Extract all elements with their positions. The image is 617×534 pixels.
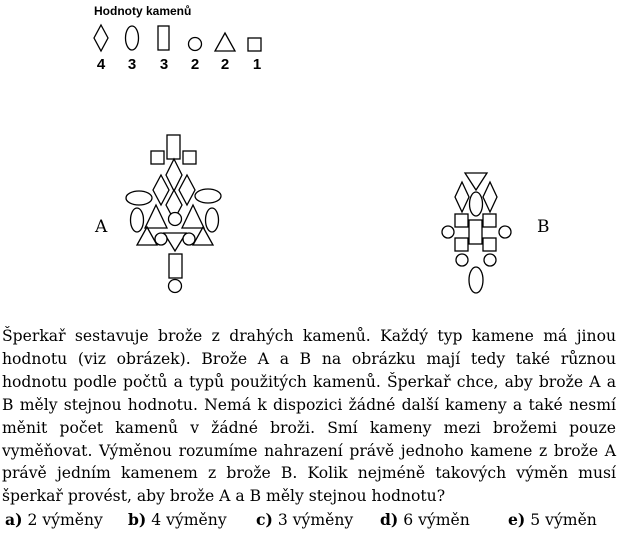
brooch-a-rectangle-stone bbox=[167, 135, 180, 159]
legend-value-triangle: 2 bbox=[220, 56, 230, 73]
legend-title: Hodnoty kamenů bbox=[94, 4, 192, 18]
brooch-a-ellipse-stone bbox=[126, 191, 152, 205]
answer-options bbox=[5, 510, 617, 534]
brooch-a-diamond-stone bbox=[153, 175, 169, 205]
answer-option-c[interactable] bbox=[256, 510, 353, 529]
answer-text: 4 výměny bbox=[151, 511, 227, 529]
brooch-a-circle-stone bbox=[155, 233, 167, 245]
legend-value-rectangle: 3 bbox=[159, 56, 169, 73]
brooch-b-square-stone bbox=[455, 238, 468, 251]
brooch-a-ellipse-stone bbox=[206, 208, 219, 232]
brooch-b-diamond-stone bbox=[455, 182, 469, 212]
brooch-a-triangle-stone bbox=[164, 233, 186, 251]
brooch-a-ellipse-stone bbox=[195, 189, 221, 203]
legend-value-diamond: 4 bbox=[96, 56, 106, 73]
brooch-a-rectangle-stone bbox=[169, 254, 182, 278]
brooch-b-square-stone bbox=[483, 238, 496, 251]
brooch-a-triangle-stone bbox=[182, 205, 204, 228]
brooch-a-circle-stone bbox=[169, 213, 182, 226]
legend-value-ellipse: 3 bbox=[127, 56, 137, 73]
legend-rectangle-icon bbox=[158, 26, 169, 50]
brooch-b-triangle-stone bbox=[465, 173, 487, 190]
brooch-a-circle-stone bbox=[169, 280, 182, 293]
answer-letter: b) bbox=[128, 510, 147, 529]
brooch-b-diamond-stone bbox=[483, 182, 497, 212]
answer-option-a[interactable] bbox=[5, 510, 103, 529]
answer-option-d[interactable] bbox=[380, 510, 470, 529]
legend-value-square: 1 bbox=[252, 56, 262, 73]
brooch-a-label: A bbox=[95, 217, 108, 237]
answer-text: 5 výměn bbox=[530, 511, 597, 529]
answer-text: 3 výměny bbox=[277, 511, 354, 529]
answer-letter: c) bbox=[256, 510, 273, 529]
brooch-b-square-stone bbox=[455, 214, 468, 227]
legend-diamond-icon bbox=[94, 25, 108, 51]
legend-ellipse-icon bbox=[126, 26, 139, 50]
brooch-b-rectangle-stone bbox=[469, 220, 482, 244]
brooch-a-diamond-stone bbox=[166, 159, 182, 191]
brooch-b bbox=[442, 173, 511, 293]
brooch-b-circle-stone bbox=[484, 254, 496, 266]
brooch-b-square-stone bbox=[483, 214, 496, 227]
brooch-b-ellipse-stone bbox=[470, 192, 483, 216]
brooch-a bbox=[126, 135, 221, 293]
answer-option-b[interactable] bbox=[128, 510, 227, 529]
brooch-b-label: B bbox=[537, 217, 550, 237]
answer-letter: e) bbox=[508, 510, 526, 529]
answer-text: 2 výměny bbox=[27, 511, 103, 529]
problem-text: Šperkař sestavuje brože z drahých kamenů. Každý typ kamene má jinou hodnotu (viz obrázek). Brože A a B na obrázku mají tedy také různou hodnotu podle počtů a typů použitých kamenů. Šperkař chce, aby brože A a B měly stejnou hodnotu. Nemá k dispozici žádné další kameny a také nesmí měnit počet kamenů v žádné broži. Smí kameny mezi brožemi pouze vyměňovat. Výměnou rozumíme nahrazení právě jednoho kamene z brože A právě jedním kamenem z brože B. Kolik nejméně takových výměn musí šperkař provést, aby brože A a B měly stejnou hodnotu? bbox=[2, 327, 616, 506]
answer-letter: d) bbox=[380, 510, 399, 529]
brooch-a-diamond-stone bbox=[179, 175, 195, 205]
answer-option-e[interactable] bbox=[508, 510, 597, 529]
brooch-b-circle-stone bbox=[499, 226, 511, 238]
brooch-a-triangle-stone bbox=[145, 205, 167, 228]
answer-letter: a) bbox=[5, 510, 23, 529]
brooch-b-circle-stone bbox=[456, 254, 468, 266]
brooch-a-square-stone bbox=[183, 151, 196, 164]
brooch-a-square-stone bbox=[151, 151, 164, 164]
legend-square-icon bbox=[248, 38, 261, 51]
brooch-a-circle-stone bbox=[183, 233, 195, 245]
brooch-b-ellipse-stone bbox=[469, 267, 483, 293]
legend bbox=[94, 25, 261, 73]
legend-circle-icon bbox=[189, 38, 202, 51]
brooch-b-circle-stone bbox=[442, 226, 454, 238]
legend-triangle-icon bbox=[215, 33, 235, 51]
brooch-a-ellipse-stone bbox=[131, 208, 144, 232]
legend-value-circle: 2 bbox=[190, 56, 200, 73]
answer-text: 6 výměn bbox=[403, 511, 470, 529]
